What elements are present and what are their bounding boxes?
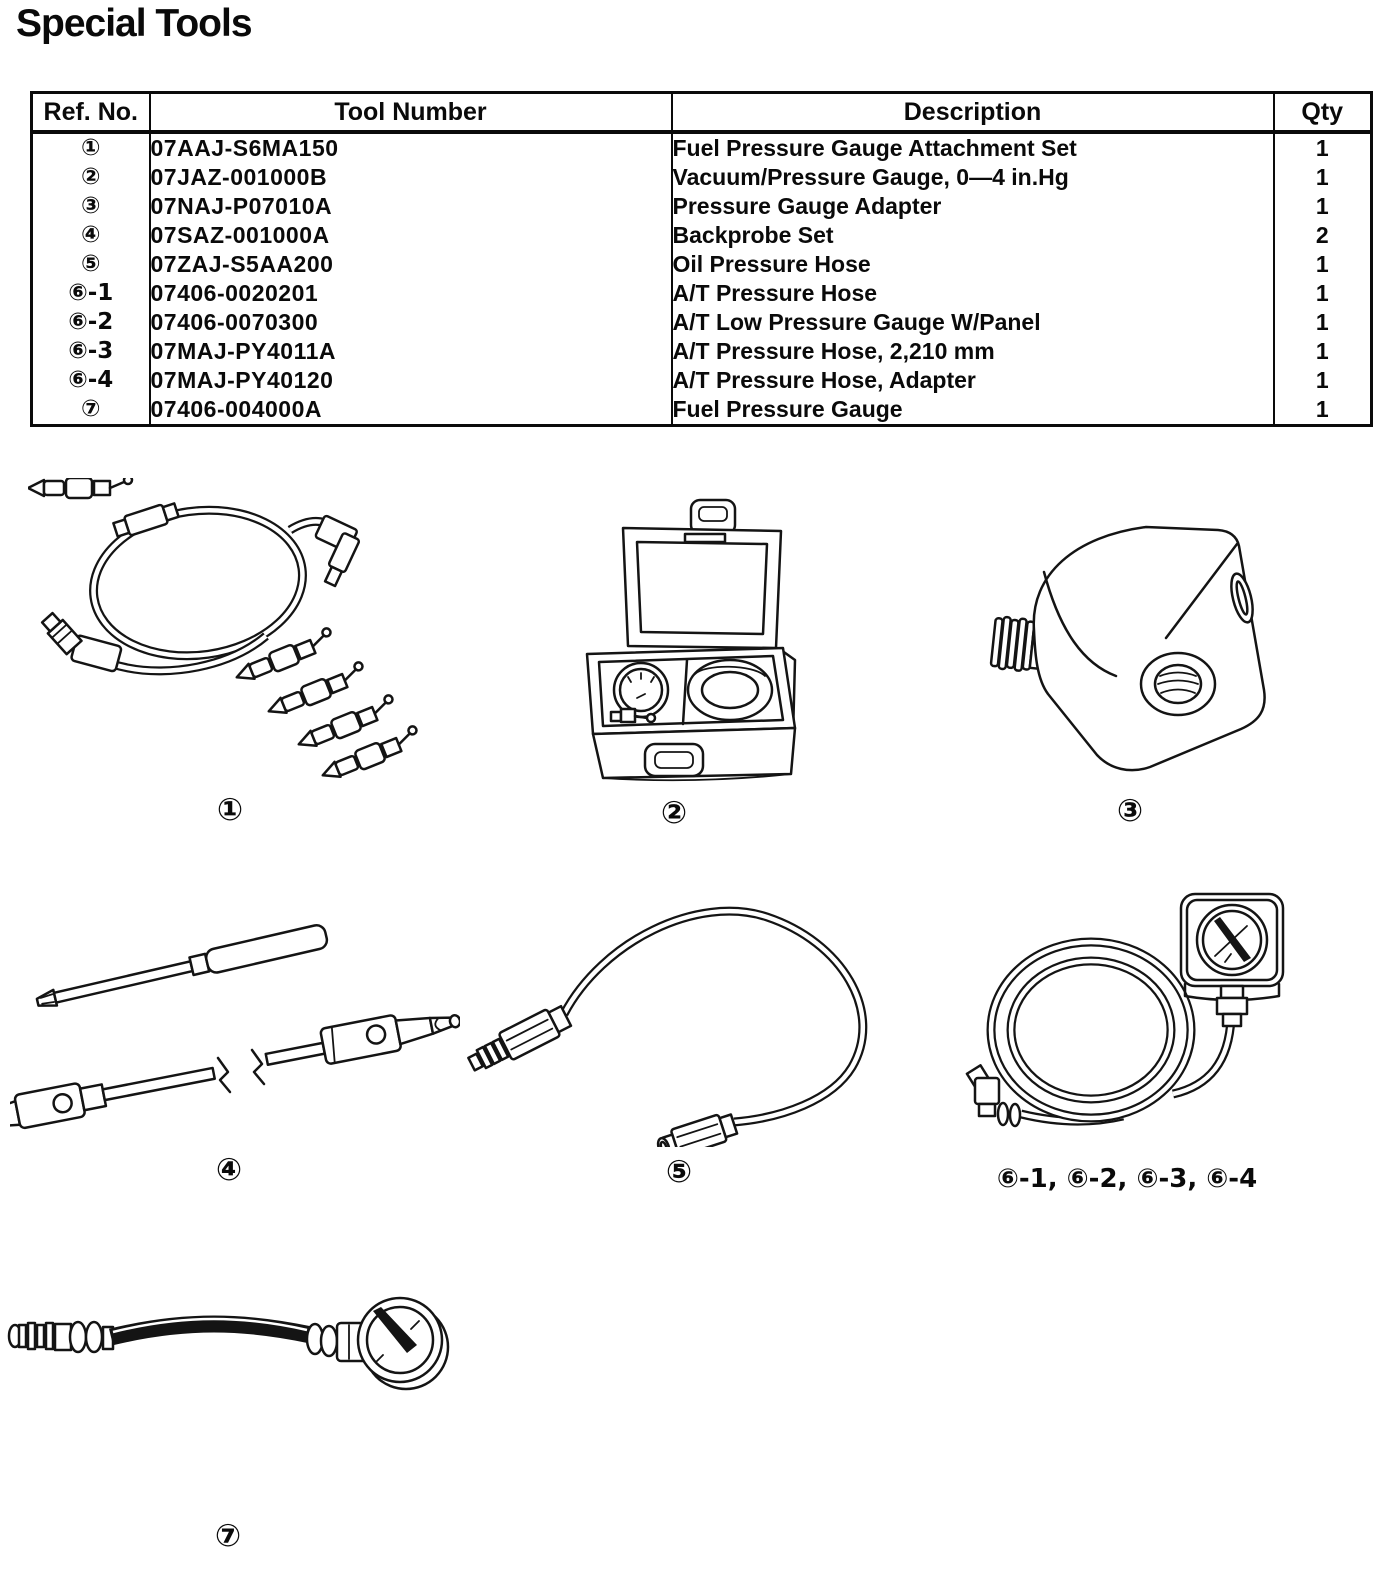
probe: [35, 923, 329, 1013]
table-row: [32, 366, 1372, 395]
description-cell: Pressure Gauge Adapter: [672, 192, 1274, 221]
break-mark: [218, 1058, 230, 1092]
tool-number-cell: 07406-004000A: [150, 395, 672, 426]
qty-cell: 1: [1315, 164, 1329, 190]
table-row: [32, 132, 1372, 163]
special-tools-table: [30, 91, 1373, 427]
panel-gauge: [1181, 894, 1283, 1000]
break-mark: [252, 1050, 264, 1084]
elbow-fitting: [967, 1065, 1020, 1126]
description-cell: A/T Pressure Hose, Adapter: [672, 366, 1274, 395]
oil-pressure-hose-illustration: [462, 872, 907, 1147]
table-row: [32, 163, 1372, 192]
coiled-hose: [688, 660, 772, 720]
qty-cell: 1: [1315, 338, 1329, 364]
tool-number-cell: 07406-0020201: [150, 279, 672, 308]
figure-4-caption: ④: [215, 1152, 243, 1188]
table-row: [32, 192, 1372, 221]
case-lid: [623, 528, 781, 648]
fuel-pressure-gauge-illustration: [5, 1283, 450, 1401]
header-desc: Description: [672, 93, 1274, 133]
page-title: Special Tools: [16, 2, 252, 45]
male-fitting: [465, 1003, 573, 1078]
header-ref: Ref. No.: [32, 93, 150, 133]
figure-2-caption: ②: [660, 795, 688, 831]
tool-number-cell: 07AAJ-S6MA150: [150, 132, 672, 163]
qty-cell: 1: [1315, 193, 1329, 219]
at-pressure-gauge-set-illustration: [963, 878, 1333, 1143]
figure-5-caption: ⑤: [665, 1154, 693, 1190]
fuel-pressure-gauge-attachment-set-illustration: [28, 478, 533, 793]
table-row: [32, 250, 1372, 279]
description-cell: Oil Pressure Hose: [672, 250, 1274, 279]
table-row: [32, 279, 1372, 308]
figure-6-caption: ⑥-1, ⑥-2, ⑥-3, ⑥-4: [996, 1164, 1258, 1194]
ref-cell: ⑥-3: [32, 337, 150, 366]
gauge: [358, 1298, 448, 1389]
ref-cell: ⑥-2: [32, 308, 150, 337]
tool-number-cell: 07406-0070300: [150, 308, 672, 337]
header-row: [32, 93, 1372, 133]
cable-right: [263, 1003, 460, 1076]
figure-1-caption: ①: [216, 792, 244, 828]
qty-cell: 1: [1315, 367, 1329, 393]
table-row: [32, 308, 1372, 337]
description-cell: Vacuum/Pressure Gauge, 0—4 in.Hg: [672, 163, 1274, 192]
description-cell: A/T Pressure Hose: [672, 279, 1274, 308]
ref-cell: ④: [32, 221, 150, 250]
qty-cell: 1: [1315, 309, 1329, 335]
description-cell: Backprobe Set: [672, 221, 1274, 250]
ref-cell: ②: [32, 163, 150, 192]
qty-cell: 1: [1315, 135, 1329, 161]
tool-number-cell: 07MAJ-PY40120: [150, 366, 672, 395]
elbow-fitting-left: [33, 608, 126, 672]
ref-cell: ⑥-1: [32, 279, 150, 308]
panel-fitting-stack: [1217, 986, 1247, 1026]
description-cell: A/T Pressure Hose, 2,210 mm: [672, 337, 1274, 366]
table-row: [32, 221, 1372, 250]
cable-left: [10, 1057, 217, 1136]
figure-7-caption: ⑦: [214, 1518, 242, 1554]
ref-cell: ⑥-4: [32, 366, 150, 395]
tool-number-cell: 07SAZ-001000A: [150, 221, 672, 250]
header-tool: Tool Number: [150, 93, 672, 133]
adapter-body: [1034, 527, 1265, 770]
inlet-fittings: [9, 1322, 113, 1352]
qty-cell: 1: [1315, 251, 1329, 277]
figure-3-caption: ③: [1116, 793, 1144, 829]
front-handle: [645, 744, 703, 776]
qty-cell: 1: [1315, 280, 1329, 306]
description-cell: Fuel Pressure Gauge Attachment Set: [672, 132, 1274, 163]
vacuum-pressure-gauge-illustration: [585, 478, 895, 798]
tool-number-cell: 07ZAJ-S5AA200: [150, 250, 672, 279]
tool-number-cell: 07MAJ-PY4011A: [150, 337, 672, 366]
ref-cell: ⑦: [32, 395, 150, 426]
description-cell: A/T Low Pressure Gauge W/Panel: [672, 308, 1274, 337]
qty-cell: 2: [1315, 222, 1329, 248]
ref-cell: ①: [32, 132, 150, 163]
header-qty: Qty: [1274, 93, 1372, 133]
female-fitting: [655, 1111, 739, 1147]
ref-cell: ③: [32, 192, 150, 221]
tool-number-cell: 07NAJ-P07010A: [150, 192, 672, 221]
description-cell: Fuel Pressure Gauge: [672, 395, 1274, 426]
qty-cell: 1: [1315, 396, 1329, 422]
threaded-hole: [1141, 653, 1215, 715]
tool-number-cell: 07JAZ-001000B: [150, 163, 672, 192]
table-row: [32, 395, 1372, 426]
table-row: [32, 337, 1372, 366]
backprobe-set-illustration: [10, 892, 460, 1137]
ref-cell: ⑤: [32, 250, 150, 279]
inline-fitting: [112, 501, 179, 540]
pressure-gauge-adapter-illustration: [988, 512, 1318, 782]
